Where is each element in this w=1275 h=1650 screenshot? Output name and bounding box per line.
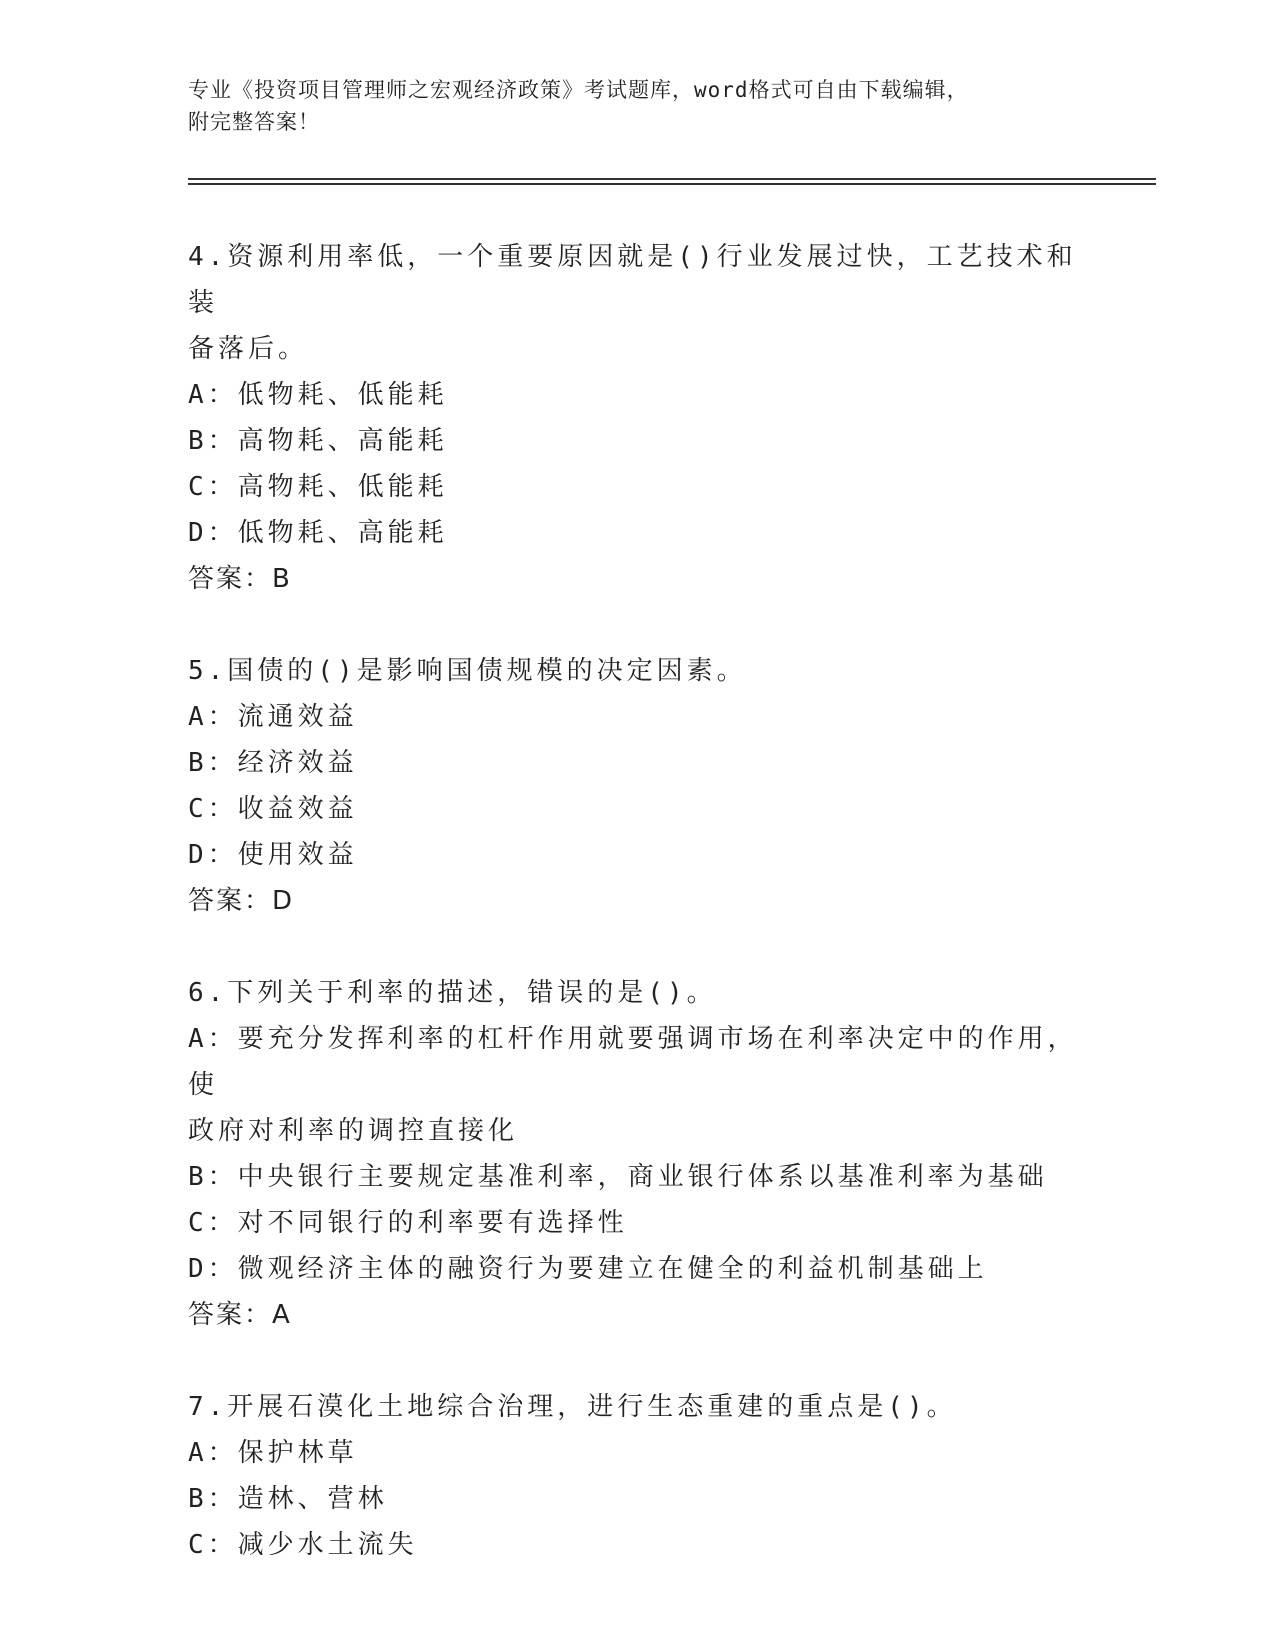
option-a: A：保护林草 <box>188 1438 358 1468</box>
question-stem: 7.开展石漠化土地综合治理，进行生态重建的重点是()。 <box>188 1392 957 1422</box>
question-list <box>188 234 1088 1614</box>
option-b: B：高物耗、高能耗 <box>188 426 448 456</box>
question-4 <box>188 234 1088 602</box>
question-6 <box>188 970 1088 1338</box>
option-c: C：对不同银行的利率要有选择性 <box>188 1208 628 1238</box>
option-a: 政府对利率的调控直接化 <box>188 1116 519 1146</box>
option-d: D：微观经济主体的融资行为要建立在健全的利益机制基础上 <box>188 1254 988 1284</box>
answer: 答案：A <box>188 1300 292 1330</box>
question-7 <box>188 1384 1088 1568</box>
option-d: D：使用效益 <box>188 840 358 870</box>
option-b: B：经济效益 <box>188 748 358 778</box>
option-b: B：造林、营林 <box>188 1484 388 1514</box>
option-c: C：减少水土流失 <box>188 1530 418 1560</box>
option-b: B：中央银行主要规定基准利率，商业银行体系以基准利率为基础 <box>188 1162 1048 1192</box>
header-line: 专业《投资项目管理师之宏观经济政策》考试题库，word格式可自由下载编辑， <box>188 78 969 102</box>
option-a: A：要充分发挥利率的杠杆作用就要强调市场在利率决定中的作用，使 <box>188 1024 1078 1100</box>
question-stem: 4.资源利用率低，一个重要原因就是()行业发展过快，工艺技术和装 <box>188 242 1077 318</box>
option-a: A：流通效益 <box>188 702 358 732</box>
header-divider <box>188 183 1156 185</box>
option-c: C：收益效益 <box>188 794 358 824</box>
option-c: C：高物耗、低能耗 <box>188 472 448 502</box>
document-header <box>188 74 1088 138</box>
answer: 答案：B <box>188 564 292 594</box>
question-stem: 5.国债的()是影响国债规模的决定因素。 <box>188 656 747 686</box>
answer: 答案：D <box>188 886 295 916</box>
question-stem: 备落后。 <box>188 334 309 364</box>
option-d: D：低物耗、高能耗 <box>188 518 448 548</box>
option-a: A：低物耗、低能耗 <box>188 380 448 410</box>
header-divider <box>188 178 1156 180</box>
header-line: 附完整答案！ <box>188 110 320 134</box>
question-5 <box>188 648 1088 924</box>
question-stem: 6.下列关于利率的描述，错误的是()。 <box>188 978 717 1008</box>
